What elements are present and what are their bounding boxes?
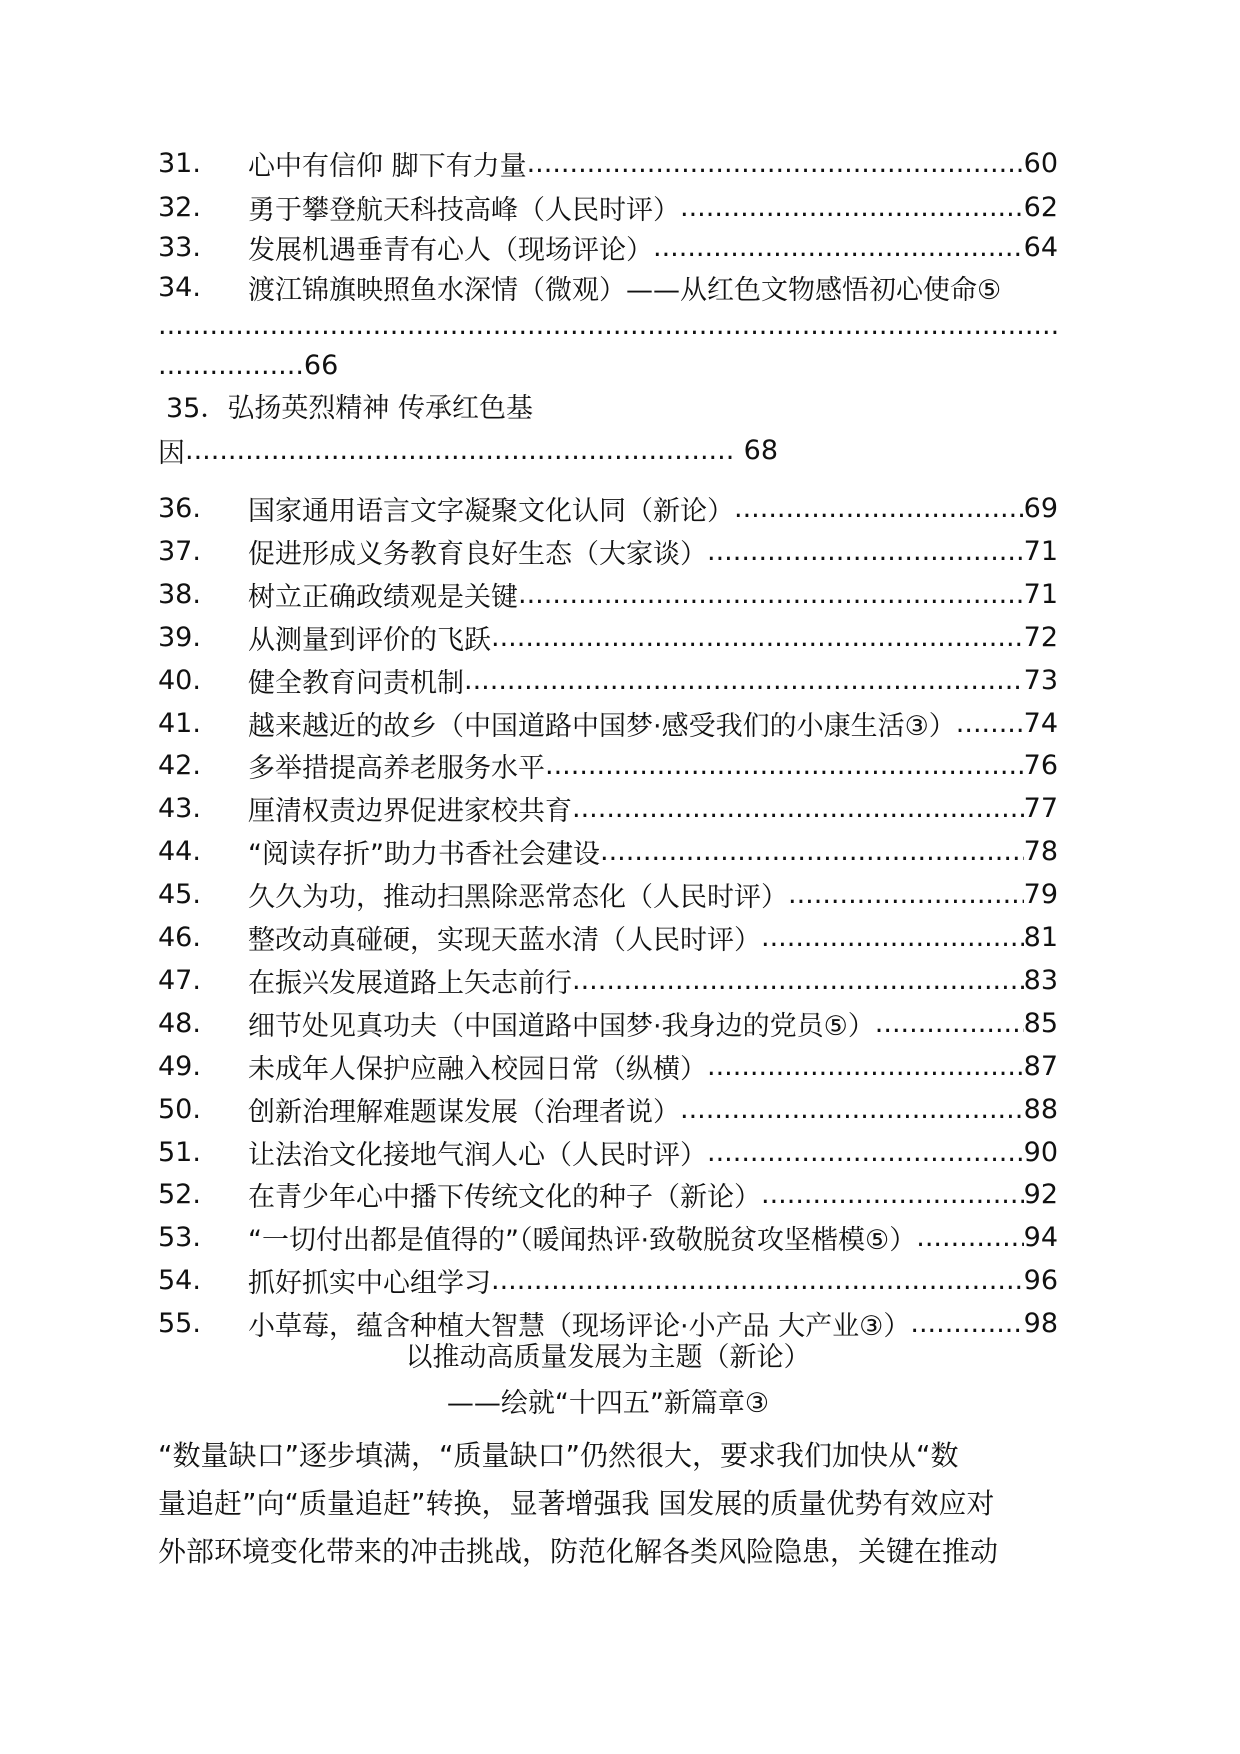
toc-leader-dots bbox=[572, 793, 1024, 824]
toc-entry-title: 树立正确政绩观是关键 bbox=[248, 581, 518, 613]
toc-entry-page: 76 bbox=[1023, 749, 1058, 781]
toc-entry-number: 37. bbox=[158, 535, 201, 567]
toc-entry-page: 60 bbox=[1023, 147, 1058, 179]
toc-entry[interactable] bbox=[158, 788, 1058, 828]
toc-entry[interactable] bbox=[158, 1003, 1058, 1043]
toc-entry-page: 94 bbox=[1023, 1221, 1058, 1253]
toc-leader-dots bbox=[545, 750, 1024, 781]
toc-entry[interactable] bbox=[158, 917, 1058, 957]
toc-entry-title: 从测量到评价的飞跃 bbox=[248, 624, 491, 656]
toc-entry-page: 66 bbox=[303, 350, 339, 381]
toc-entry-number: 38. bbox=[158, 578, 201, 610]
toc-entry[interactable] bbox=[158, 874, 1058, 914]
toc-entry-title: 久久为功，推动扫黑除恶常态化（人民时评） bbox=[248, 881, 788, 913]
toc-entry-title: 促进形成义务教育良好生态（大家谈） bbox=[248, 538, 707, 570]
toc-entry-title: 创新治理解难题谋发展（治理者说） bbox=[248, 1096, 680, 1128]
toc-entry-page: 62 bbox=[1023, 191, 1058, 223]
toc-entry-page: 88 bbox=[1023, 1093, 1058, 1125]
toc-entry-35-page-line bbox=[158, 430, 778, 470]
toc-entry-page: 98 bbox=[1023, 1307, 1058, 1339]
toc-leader-dots bbox=[491, 1265, 1024, 1296]
toc-entry-number: 41. bbox=[158, 707, 201, 739]
toc-entry-title: 在振兴发展道路上矢志前行 bbox=[248, 967, 572, 999]
toc-entry-number: 32. bbox=[158, 191, 201, 223]
toc-entry[interactable] bbox=[158, 1046, 1058, 1086]
toc-entry-title: 未成年人保护应融入校园日常（纵横） bbox=[248, 1053, 707, 1085]
toc-entry[interactable] bbox=[158, 960, 1058, 1000]
toc-entry-number: 54. bbox=[158, 1264, 201, 1296]
toc-entry-number: 48. bbox=[158, 1007, 201, 1039]
toc-entry[interactable] bbox=[158, 1217, 1058, 1257]
toc-entry-title: 整改动真碰硬，实现天蓝水清（人民时评） bbox=[248, 924, 761, 956]
toc-entry-page: 77 bbox=[1023, 792, 1058, 824]
toc-entry-page: 73 bbox=[1023, 664, 1058, 696]
toc-entry[interactable] bbox=[158, 660, 1058, 700]
toc-entry-number: 31. bbox=[158, 147, 201, 179]
toc-entry-title: 多举措提高养老服务水平 bbox=[248, 752, 545, 784]
toc-entry[interactable] bbox=[158, 1089, 1058, 1129]
toc-entry-title: 越来越近的故乡（中国道路中国梦·感受我们的小康生活③） bbox=[248, 710, 956, 742]
toc-entry[interactable] bbox=[158, 227, 1058, 267]
toc-entry-title: “一切付出都是值得的”（暖闻热评·致敬脱贫攻坚楷模⑤） bbox=[248, 1224, 917, 1256]
toc-entry-page: 92 bbox=[1023, 1178, 1058, 1210]
toc-entry-number: 33. bbox=[158, 231, 201, 263]
toc-entry-page: 71 bbox=[1023, 535, 1058, 567]
toc-entry[interactable] bbox=[158, 187, 1058, 227]
toc-leader-dots: ................. bbox=[158, 350, 304, 381]
toc-leader-dots bbox=[572, 965, 1024, 996]
toc-entry-title: 细节处见真功夫（中国道路中国梦·我身边的党员⑤） bbox=[248, 1010, 875, 1042]
article-subtitle: ——绘就“十四五”新篇章③ bbox=[446, 1388, 770, 1419]
article-body-line: 量追赶”向“质量追赶”转换，显著增强我 国发展的质量优势有效应对 bbox=[158, 1487, 995, 1520]
toc-entry-number: 34. bbox=[158, 271, 201, 303]
toc-entry-title: 渡江锦旗映照鱼水深情（微观）——从红色文物感悟初心使命⑤ bbox=[248, 274, 1002, 306]
toc-leader-dots bbox=[464, 665, 1024, 696]
toc-entry-page: 79 bbox=[1023, 878, 1058, 910]
toc-entry-page: 69 bbox=[1023, 492, 1058, 524]
toc-entry-number: 51. bbox=[158, 1136, 201, 1168]
toc-entry-page: 64 bbox=[1023, 231, 1058, 263]
toc-entry-title: 抓好抓实中心组学习 bbox=[248, 1267, 491, 1299]
toc-leader-dots bbox=[653, 232, 1024, 263]
toc-entry-title-continued: 因 bbox=[158, 437, 185, 469]
toc-leader-dots-line bbox=[158, 306, 1058, 346]
toc-entry-number: 50. bbox=[158, 1093, 201, 1125]
toc-entry-title: 心中有信仰 脚下有力量 bbox=[248, 150, 527, 182]
toc-entry-number: 52. bbox=[158, 1178, 201, 1210]
toc-entry-title: 国家通用语言文字凝聚文化认同（新论） bbox=[248, 495, 734, 527]
toc-entry-title: 厘清权责边界促进家校共育 bbox=[248, 795, 572, 827]
toc-leader-dots bbox=[185, 435, 734, 466]
toc-entry-number: 42. bbox=[158, 749, 201, 781]
toc-entry[interactable] bbox=[158, 1132, 1058, 1172]
toc-entry-number: 46. bbox=[158, 921, 201, 953]
toc-leader-dots bbox=[707, 1051, 1024, 1082]
toc-entry-page: 68 bbox=[743, 434, 778, 466]
toc-entry-page: 72 bbox=[1023, 621, 1058, 653]
toc-entry-number: 53. bbox=[158, 1221, 201, 1253]
toc-entry-34-page-line bbox=[158, 346, 338, 386]
toc-entry-page: 87 bbox=[1023, 1050, 1058, 1082]
toc-leader-dots bbox=[600, 836, 1024, 867]
toc-leader-dots bbox=[680, 1094, 1024, 1125]
toc-leader-dots bbox=[761, 922, 1024, 953]
toc-entry-title: 勇于攀登航天科技高峰（人民时评） bbox=[248, 194, 680, 226]
toc-entry-title: 发展机遇垂青有心人（现场评论） bbox=[248, 234, 653, 266]
toc-leader-dots bbox=[875, 1008, 1024, 1039]
toc-entry-title: 小草莓，蕴含种植大智慧（现场评论·小产品 大产业③） bbox=[248, 1310, 911, 1342]
toc-leader-dots bbox=[707, 1137, 1024, 1168]
toc-leader-dots bbox=[734, 493, 1024, 524]
toc-entry-page: 71 bbox=[1023, 578, 1058, 610]
toc-entry-number: 47. bbox=[158, 964, 201, 996]
toc-entry-number: 36. bbox=[158, 492, 201, 524]
toc-entry-title: “阅读存折”助力书香社会建设 bbox=[248, 838, 600, 870]
toc-leader-dots bbox=[788, 879, 1024, 910]
toc-entry[interactable] bbox=[158, 745, 1058, 785]
toc-leader-dots bbox=[527, 148, 1024, 179]
toc-entry-page: 96 bbox=[1023, 1264, 1058, 1296]
toc-leader-dots bbox=[956, 708, 1024, 739]
toc-leader-dots bbox=[707, 536, 1024, 567]
toc-entry[interactable] bbox=[158, 488, 1058, 528]
toc-entry-page: 74 bbox=[1023, 707, 1058, 739]
toc-entry[interactable] bbox=[158, 1174, 1058, 1214]
toc-entry-number: 55. bbox=[158, 1307, 201, 1339]
toc-leader-dots bbox=[910, 1308, 1023, 1339]
toc-entry[interactable] bbox=[158, 703, 1058, 743]
toc-entry[interactable] bbox=[158, 831, 1058, 871]
toc-entry-page: 85 bbox=[1023, 1007, 1058, 1039]
toc-leader-dots bbox=[518, 579, 1024, 610]
toc-entry-page: 83 bbox=[1023, 964, 1058, 996]
toc-entry-number: 44. bbox=[158, 835, 201, 867]
toc-entry-page: 78 bbox=[1023, 835, 1058, 867]
toc-entry[interactable] bbox=[158, 1260, 1058, 1300]
toc-entry-title: 让法治文化接地气润人心（人民时评） bbox=[248, 1139, 707, 1171]
toc-entry[interactable] bbox=[158, 1303, 1058, 1343]
toc-leader-dots bbox=[680, 192, 1024, 223]
toc-entry-number: 40. bbox=[158, 664, 201, 696]
toc-entry[interactable] bbox=[158, 617, 1058, 657]
article-body-line: 外部环境变化带来的冲击挑战，防范化解各类风险隐患，关键在推动 bbox=[158, 1535, 999, 1568]
article-body-line: “数量缺口”逐步填满，“质量缺口”仍然很大，要求我们加快从“数 bbox=[158, 1439, 959, 1472]
toc-entry-page: 90 bbox=[1023, 1136, 1058, 1168]
toc-entry[interactable] bbox=[158, 531, 1058, 571]
toc-entry-35-title[interactable]: 35．弘扬英烈精神 传承红色基 bbox=[166, 393, 533, 424]
toc-entry-number: 45. bbox=[158, 878, 201, 910]
toc-leader-dots bbox=[916, 1222, 1023, 1253]
toc-entry[interactable] bbox=[158, 574, 1058, 614]
toc-entry-number: 43. bbox=[158, 792, 201, 824]
toc-entry-34[interactable] bbox=[158, 267, 1058, 307]
toc-leader-dots bbox=[761, 1179, 1024, 1210]
toc-entry-page: 81 bbox=[1023, 921, 1058, 953]
toc-entry-number: 39. bbox=[158, 621, 201, 653]
toc-leader-dots bbox=[491, 622, 1024, 653]
toc-entry-title: 在青少年心中播下传统文化的种子（新论） bbox=[248, 1181, 761, 1213]
toc-entry-title: 健全教育问责机制 bbox=[248, 667, 464, 699]
article-title: 以推动高质量发展为主题（新论） bbox=[405, 1342, 811, 1373]
toc-entry[interactable] bbox=[158, 143, 1058, 183]
toc-entry-number: 49. bbox=[158, 1050, 201, 1082]
